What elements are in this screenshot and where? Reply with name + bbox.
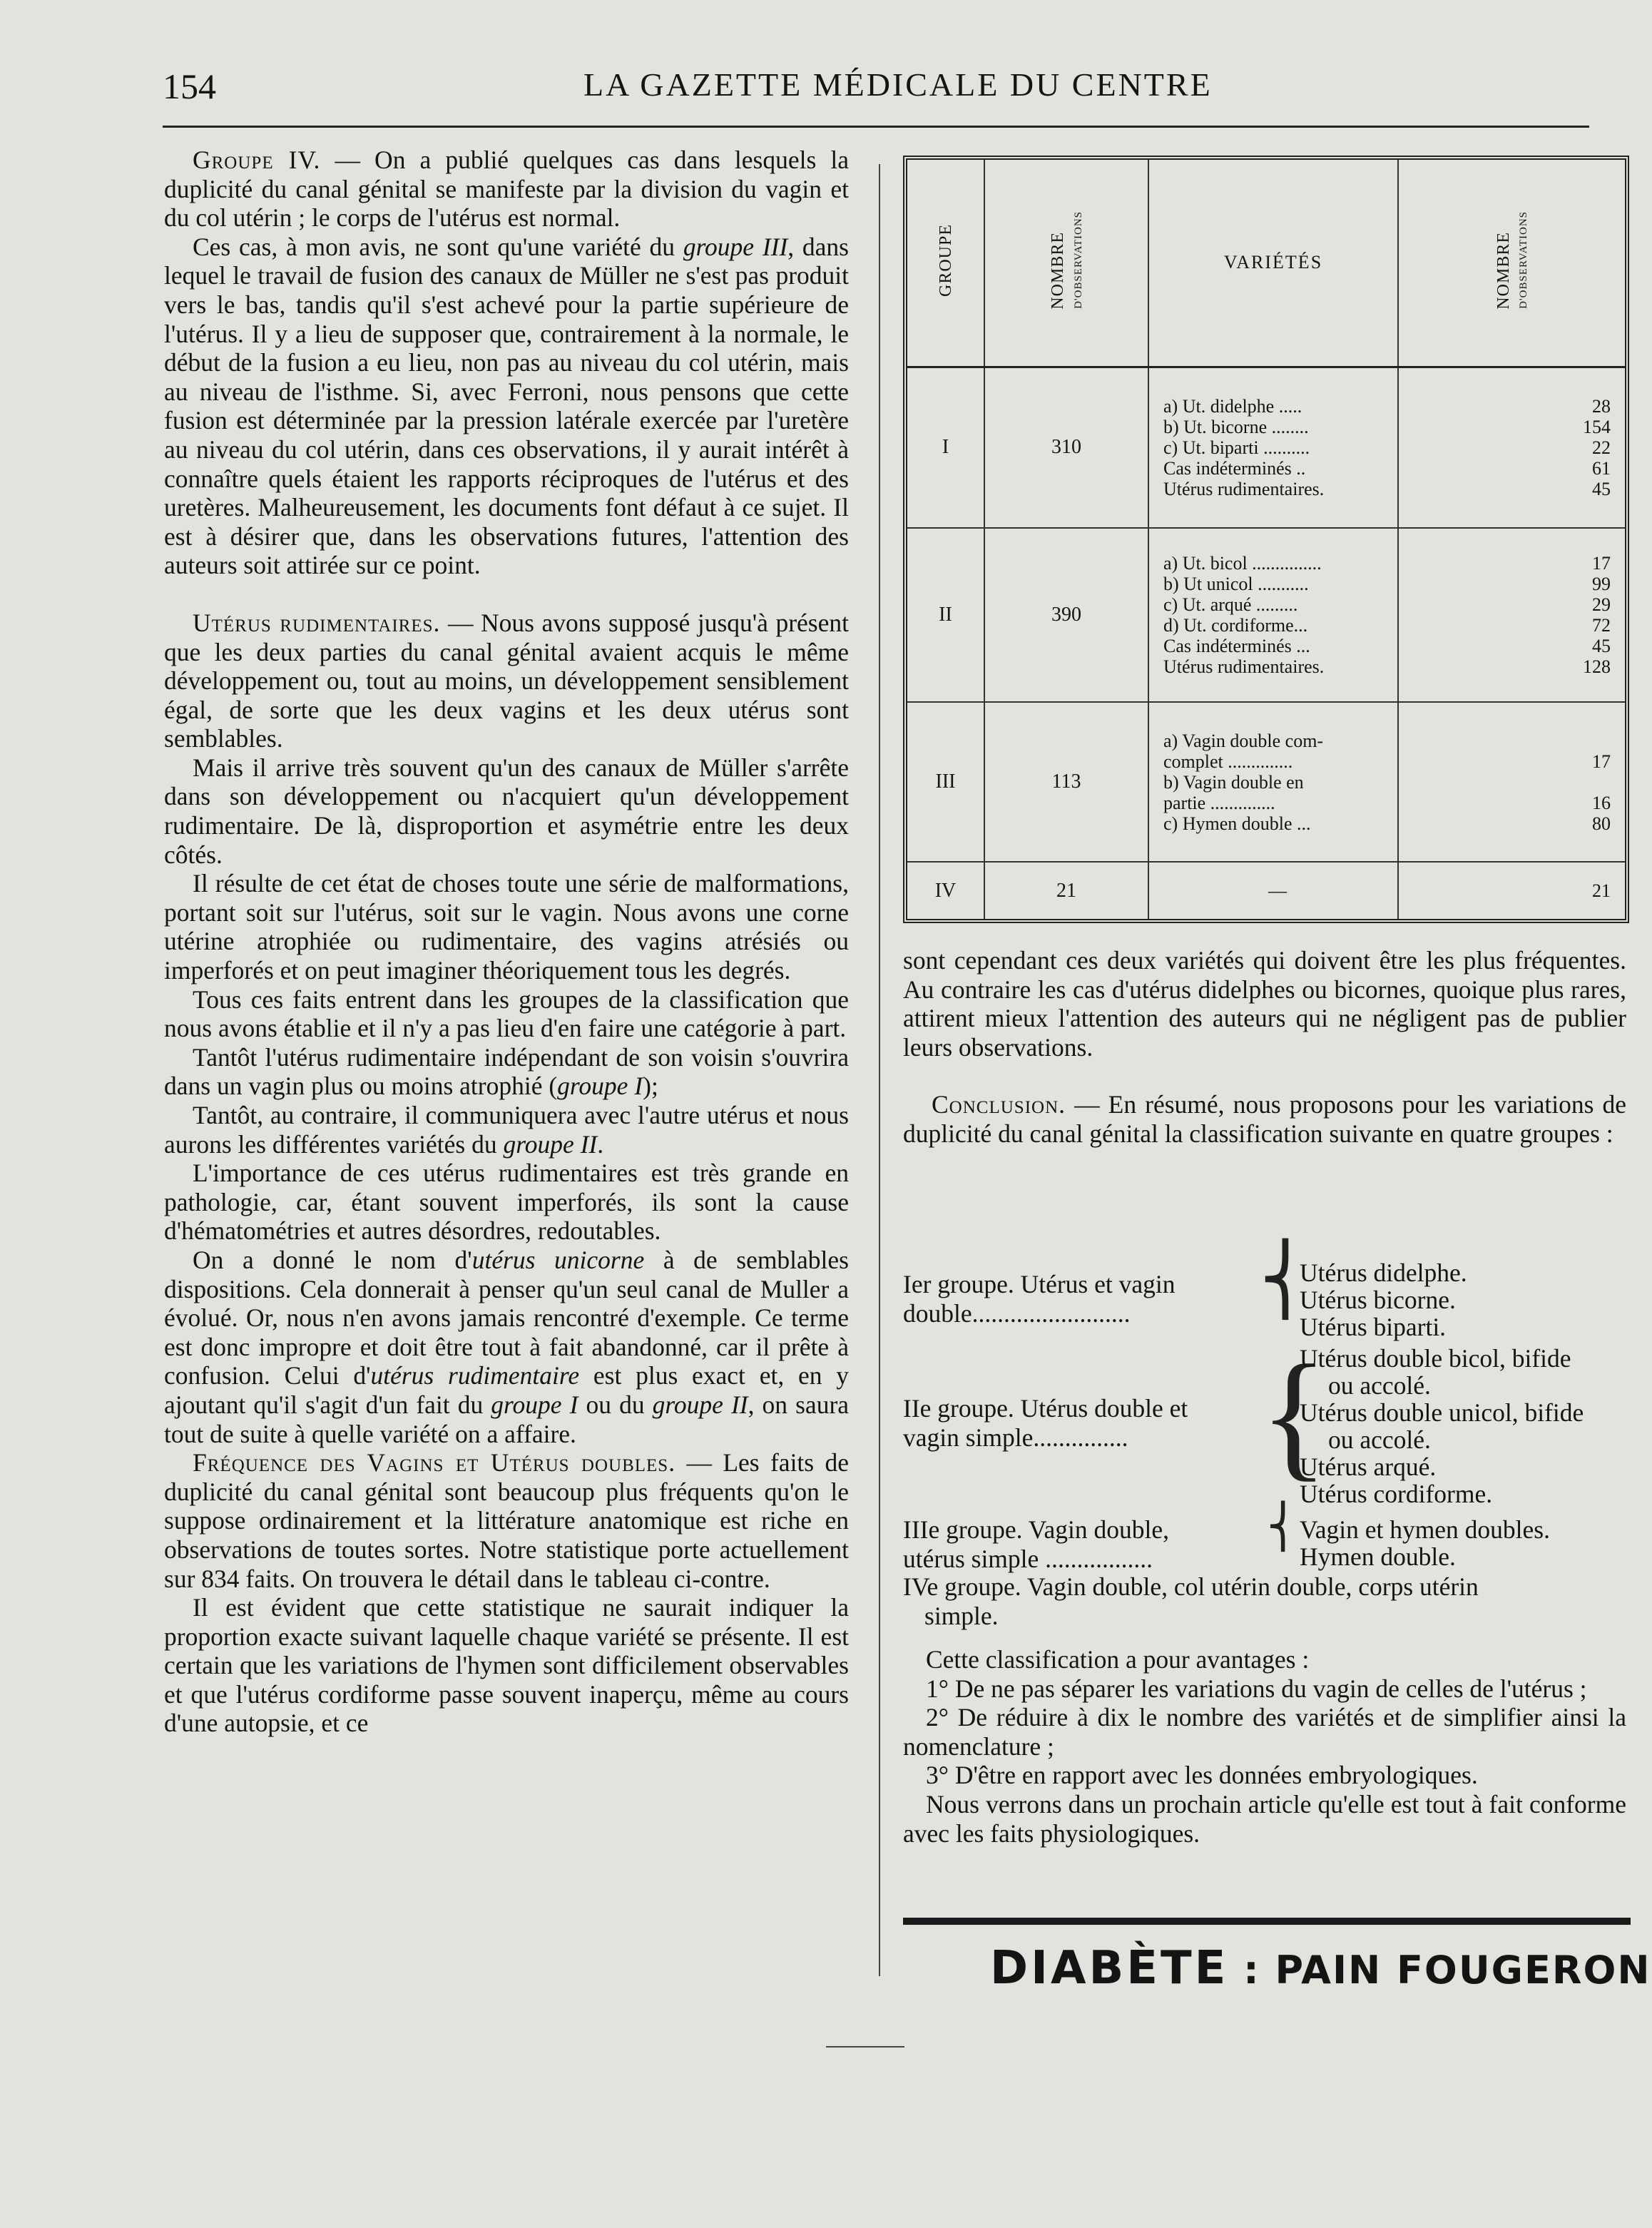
journal-title: LA GAZETTE MÉDICALE DU CENTRE xyxy=(583,66,1213,103)
paragraph xyxy=(164,233,849,580)
paragraph-frequence xyxy=(164,1448,849,1593)
group-2 xyxy=(903,1394,1188,1452)
paragraph xyxy=(164,1101,849,1159)
count-entry: 61 xyxy=(1592,457,1611,479)
variety-entry: b) Ut. bicorne ........ xyxy=(1163,416,1309,437)
groupe-value: I xyxy=(942,436,949,459)
section-head-uterus-rudimentaires: Utérus rudimentaires. xyxy=(193,608,441,637)
variety-item: Hymen double. xyxy=(1300,1542,1456,1571)
count-entry: 80 xyxy=(1592,813,1611,834)
brace: { xyxy=(1260,1336,1328,1494)
variety-list xyxy=(1149,553,1397,677)
count-list xyxy=(1399,396,1625,499)
text: — Les faits de duplicité du canal génital sont beaucoup plus fréquents qu'on le suppose ordinairement et la littérature anatomique est riche en observations de toutes sortes. Notre statistique porte actuellement sur 834 faits. On trouvera le détail dans le tableau ci-contre. xyxy=(164,1448,849,1593)
table-row xyxy=(907,367,1625,528)
paragraph: 3° D'être en rapport avec les données embryologiques. xyxy=(926,1761,1478,1790)
table-row xyxy=(907,862,1625,919)
cell-groupe xyxy=(907,367,984,528)
emphasis: groupe I xyxy=(557,1072,643,1101)
variety-entry: Cas indéterminés ... xyxy=(1163,636,1310,656)
total-value: 310 xyxy=(1051,436,1081,459)
group-label: IIe groupe. Utérus double et xyxy=(903,1394,1188,1423)
variety-entry: c) Ut. biparti .......... xyxy=(1163,437,1310,458)
groupe-value: III xyxy=(935,770,956,793)
advertisement xyxy=(990,1942,1651,1995)
variety-item: Utérus didelphe. xyxy=(1300,1258,1467,1287)
header-text: NOMBRE xyxy=(1049,231,1068,310)
variety-entry: Utérus rudimentaires. xyxy=(1163,478,1325,499)
paragraph-uterus-rudimentaires xyxy=(164,609,849,753)
group-label: double......................... xyxy=(903,1298,1131,1328)
cell-groupe xyxy=(907,528,984,702)
paragraph: Mais il arrive très souvent qu'un des canaux de Müller s'arrête dans son développement ou n'acquiert qu'un développement rudimentaire. De là, disproportion et asymétrie entre les deux côtés. xyxy=(164,753,849,869)
emphasis: groupe III xyxy=(683,232,788,261)
paragraph: L'importance de ces utérus rudimentaires est très grande en pathologie, car, étant souvent imperforés, ils sont la cause d'hématométries et autres désordres, redoutables. xyxy=(164,1159,849,1246)
count-entry: 72 xyxy=(1592,615,1611,636)
count-entry: 128 xyxy=(1583,656,1611,677)
cell-total xyxy=(984,702,1148,862)
header-groupe xyxy=(907,160,984,367)
groupe-value: IV xyxy=(934,879,957,902)
variety-item: ou accolé. xyxy=(1328,1425,1431,1454)
group-label: IIIe groupe. Vagin double, xyxy=(903,1515,1169,1544)
brace: ⎨ xyxy=(1260,1241,1311,1318)
paragraph: 2° De réduire à dix le nombre des variétés et de simplifier ainsi la nomenclature ; xyxy=(903,1703,1626,1761)
table-row xyxy=(907,528,1625,702)
table xyxy=(907,160,1625,919)
cell-counts xyxy=(1398,528,1625,702)
paragraph: Tous ces faits entrent dans les groupes de la classification que nous avons établie et il n'y a pas lieu d'en faire une catégorie à part. xyxy=(164,985,849,1043)
table-row xyxy=(907,702,1625,862)
total-value: 113 xyxy=(1051,770,1081,793)
header-text: GROUPE xyxy=(936,223,955,297)
cell-groupe xyxy=(907,862,984,919)
brace: ⎨ xyxy=(1267,1503,1299,1550)
cell-varietes xyxy=(1148,862,1398,919)
variety-item: Utérus biparti. xyxy=(1300,1313,1447,1341)
count-entry: 17 xyxy=(1592,553,1611,574)
variety-entry: Cas indéterminés .. xyxy=(1163,457,1306,479)
paragraph: Cette classification a pour avantages : xyxy=(926,1645,1310,1674)
cell-counts xyxy=(1398,367,1625,528)
header-subtext: D'OBSERVATIONS xyxy=(1072,211,1084,310)
variety-entry: a) Vagin double com- xyxy=(1163,730,1324,751)
variety-item: Utérus double unicol, bifide xyxy=(1300,1398,1584,1427)
paragraph-conclusion xyxy=(903,1090,1626,1148)
variety-list xyxy=(1149,880,1397,901)
spacer xyxy=(903,1062,1626,1090)
cell-total xyxy=(984,528,1148,702)
paragraph: Il résulte de cet état de choses toute une série de malformations, portant soit sur l'utérus, soit sur le vagin. Nous avons une corne utérine atrophiée ou rudimentaire, des vagins atrésiés ou imperforés et on peut imaginer théoriquement tous les degrés. xyxy=(164,869,849,985)
footer-rule xyxy=(826,2046,904,2048)
variety-item: Utérus arqué. xyxy=(1300,1453,1437,1481)
group-4 xyxy=(903,1572,1626,1630)
paragraph: Il est évident que cette statistique ne saurait indiquer la proportion exacte suivant laquelle chaque variété se présente. Il est certain que les variations de l'hymen sont difficilement observables et que l'utérus cordiforme passe souvent inaperçu, même au cours d'une autopsie, et ce xyxy=(164,1593,849,1738)
group-1 xyxy=(903,1270,1176,1328)
text: ); xyxy=(643,1072,658,1101)
running-head xyxy=(163,66,1561,116)
variety-item: Utérus cordiforme. xyxy=(1300,1480,1493,1508)
group-label: utérus simple ................. xyxy=(903,1544,1153,1573)
table-header-row xyxy=(907,160,1625,367)
text: — Nous avons supposé jusqu'à présent que les deux parties du canal génital avaient acquis le même développement ou, tout au moins, un développement sensiblement égal, de sorte que les deux vagins et les deux utérus sont semblables. xyxy=(164,608,849,753)
count-entry: 29 xyxy=(1592,594,1611,615)
count-entry: 45 xyxy=(1592,636,1611,656)
count-list xyxy=(1399,880,1625,901)
classification-summary xyxy=(903,1241,1631,1630)
variety-list xyxy=(1149,396,1397,499)
cell-counts xyxy=(1398,862,1625,919)
variety-entry: complet .............. xyxy=(1163,751,1293,772)
variety-item: ou accolé. xyxy=(1328,1371,1431,1400)
section-head-groupe-iv: Groupe IV. xyxy=(193,146,321,174)
paragraph: Nous verrons dans un prochain article qu'elle est tout à fait conforme avec les faits physiologiques. xyxy=(903,1789,1626,1848)
cell-groupe xyxy=(907,702,984,862)
count-entry: 17 xyxy=(1592,751,1611,772)
variety-entry: d) Ut. cordiforme... xyxy=(1163,615,1308,636)
variety-entry: a) Ut. bicol ............... xyxy=(1163,553,1322,574)
text: est plus exact et, en y ajoutant qu'il s'agit d'un fait du xyxy=(164,1361,849,1419)
column-rule xyxy=(879,164,880,1976)
text: Ces cas, à mon avis, ne sont qu'une variété du xyxy=(193,232,683,261)
group-label: IVe groupe. Vagin double, col utérin double, corps utérin xyxy=(903,1572,1479,1601)
section-head-frequence: Fréquence des Vagins et Utérus doubles. xyxy=(193,1448,676,1477)
emphasis: groupe II xyxy=(503,1129,598,1159)
header-nombre-2 xyxy=(1398,160,1625,367)
statistics-table xyxy=(903,156,1629,923)
count-entry: 45 xyxy=(1592,478,1611,499)
variety-entry: partie .............. xyxy=(1163,792,1275,813)
variety-entry: b) Ut unicol ........... xyxy=(1163,574,1309,594)
text: — En résumé, nous proposons pour les variations de duplicité du canal génital la classification suivante en quatre groupes : xyxy=(903,1090,1626,1148)
variety-item: Utérus bicorne. xyxy=(1300,1286,1456,1314)
paragraph xyxy=(164,1246,849,1448)
ad-separator: : xyxy=(1228,1948,1275,1993)
variety-item: Vagin et hymen doubles. xyxy=(1300,1515,1550,1544)
paragraph: sont cependant ces deux variétés qui doivent être les plus fréquentes. Au contraire les cas d'utérus didelphes ou bicornes, quoique plus rares, attirent mieux l'attention des auteurs qui ne négligent pas de publier leurs observations. xyxy=(903,946,1626,1062)
cell-varietes xyxy=(1148,528,1398,702)
advantages-text xyxy=(903,1645,1626,1848)
right-column xyxy=(903,946,1626,1149)
count-entry: 28 xyxy=(1592,395,1611,417)
page-number: 154 xyxy=(163,66,216,106)
table-body xyxy=(907,367,1625,919)
cell-total xyxy=(984,367,1148,528)
text: , on saura tout de suite à quelle variété on a affaire. xyxy=(164,1390,850,1448)
ad-word-diabete: DIABÈTE xyxy=(990,1942,1229,1995)
header-text: NOMBRE xyxy=(1494,231,1513,310)
header-nombre xyxy=(984,160,1148,367)
text: ou du xyxy=(578,1390,653,1419)
emphasis: utérus unicorne xyxy=(471,1245,645,1274)
group-label: simple. xyxy=(924,1601,999,1630)
ad-word-pain-fougeron: PAIN FOUGERON xyxy=(1275,1948,1651,1993)
count-entry: 154 xyxy=(1583,416,1611,437)
emphasis: utérus rudimentaire xyxy=(370,1361,580,1390)
header-subtext: D'OBSERVATIONS xyxy=(1518,211,1530,310)
count-entry: 16 xyxy=(1592,792,1611,813)
header-rule xyxy=(163,126,1589,128)
count-entry: 21 xyxy=(1592,880,1611,901)
groupe-value: II xyxy=(939,604,952,626)
count-list xyxy=(1399,553,1625,677)
variety-entry: Utérus rudimentaires. xyxy=(1163,656,1325,677)
text: , dans lequel le travail de fusion des canaux de Müller ne s'est pas produit vers le bas, tandis qu'il s'est achevé pour la partie supérieure de l'utérus. Il y a lieu de supposer que, contrairement à la normale, le début de la fusion a eu lieu, non pas au niveau du col utérin, mais au niveau de l'isthme. Si, avec Ferroni, nous pensons que cette fusion est déterminée par la pression latérale exercée par l'uretère au niveau du col utérin, dans ces observations, il y aurait intérêt à connaître quels étaient les rapports réciproques de l'utérus et des uretères. Malheureusement, les documents font défaut à ce sujet. Il est à désirer que, dans les observations futures, l'attention des auteurs soit attirée sur ce point. xyxy=(164,232,849,580)
variety-item: Utérus double bicol, bifide xyxy=(1300,1344,1571,1373)
cell-varietes xyxy=(1148,367,1398,528)
cell-total xyxy=(984,862,1148,919)
variety-list xyxy=(1149,731,1397,834)
emphasis: groupe II xyxy=(652,1390,748,1419)
paragraph xyxy=(164,1043,849,1101)
variety-entry: c) Hymen double ... xyxy=(1163,813,1311,834)
variety-entry: c) Ut. arqué ......... xyxy=(1163,594,1298,615)
advertisement-rule xyxy=(903,1918,1631,1925)
paragraph: 1° De ne pas séparer les variations du vagin de celles de l'utérus ; xyxy=(926,1674,1587,1703)
total-value: 390 xyxy=(1051,604,1081,626)
text: Tantôt l'utérus rudimentaire indépendant de son voisin s'ouvrira dans un vagin plus ou moins atrophié ( xyxy=(164,1042,849,1101)
count-entry xyxy=(1399,772,1611,793)
left-column xyxy=(164,146,849,1738)
header-varietes: VARIÉTÉS xyxy=(1148,160,1398,367)
group-label: vagin simple............... xyxy=(903,1423,1128,1452)
total-value: 21 xyxy=(1056,879,1076,902)
variety-entry: b) Vagin double en xyxy=(1163,771,1304,793)
paragraph-groupe-iv xyxy=(164,146,849,233)
group-label: Ier groupe. Utérus et vagin xyxy=(903,1270,1176,1298)
count-entry: 99 xyxy=(1592,574,1611,594)
section-head-conclusion: Conclusion. xyxy=(932,1090,1066,1119)
text: Tantôt, au contraire, il communiquera avec l'autre utérus et nous aurons les différentes variétés du xyxy=(164,1101,849,1159)
variety-entry: — xyxy=(1268,880,1287,901)
text: à de semblables dispositions. Cela donnerait à penser qu'un seul canal de Muller a évolué. Or, nous n'en avons jamais rencontré d'exemple. Ce terme est donc impropre et doit être tout à fait abandonné, car il prête à confusion. Celui d' xyxy=(164,1245,849,1390)
text: On a donné le nom d' xyxy=(193,1245,472,1274)
text: . xyxy=(597,1129,604,1159)
emphasis: groupe I xyxy=(491,1390,578,1419)
cell-counts xyxy=(1398,702,1625,862)
variety-entry: a) Ut. didelphe ..... xyxy=(1163,395,1302,417)
group-3 xyxy=(903,1515,1169,1573)
count-entry: 22 xyxy=(1592,437,1611,458)
cell-varietes xyxy=(1148,702,1398,862)
count-list xyxy=(1399,731,1625,834)
text: — On a publié quelques cas dans lesquels la duplicité du canal génital se manifeste par la division du vagin et du col utérin ; le corps de l'utérus est normal. xyxy=(164,146,849,233)
spacer xyxy=(164,580,849,609)
count-entry xyxy=(1399,731,1611,751)
